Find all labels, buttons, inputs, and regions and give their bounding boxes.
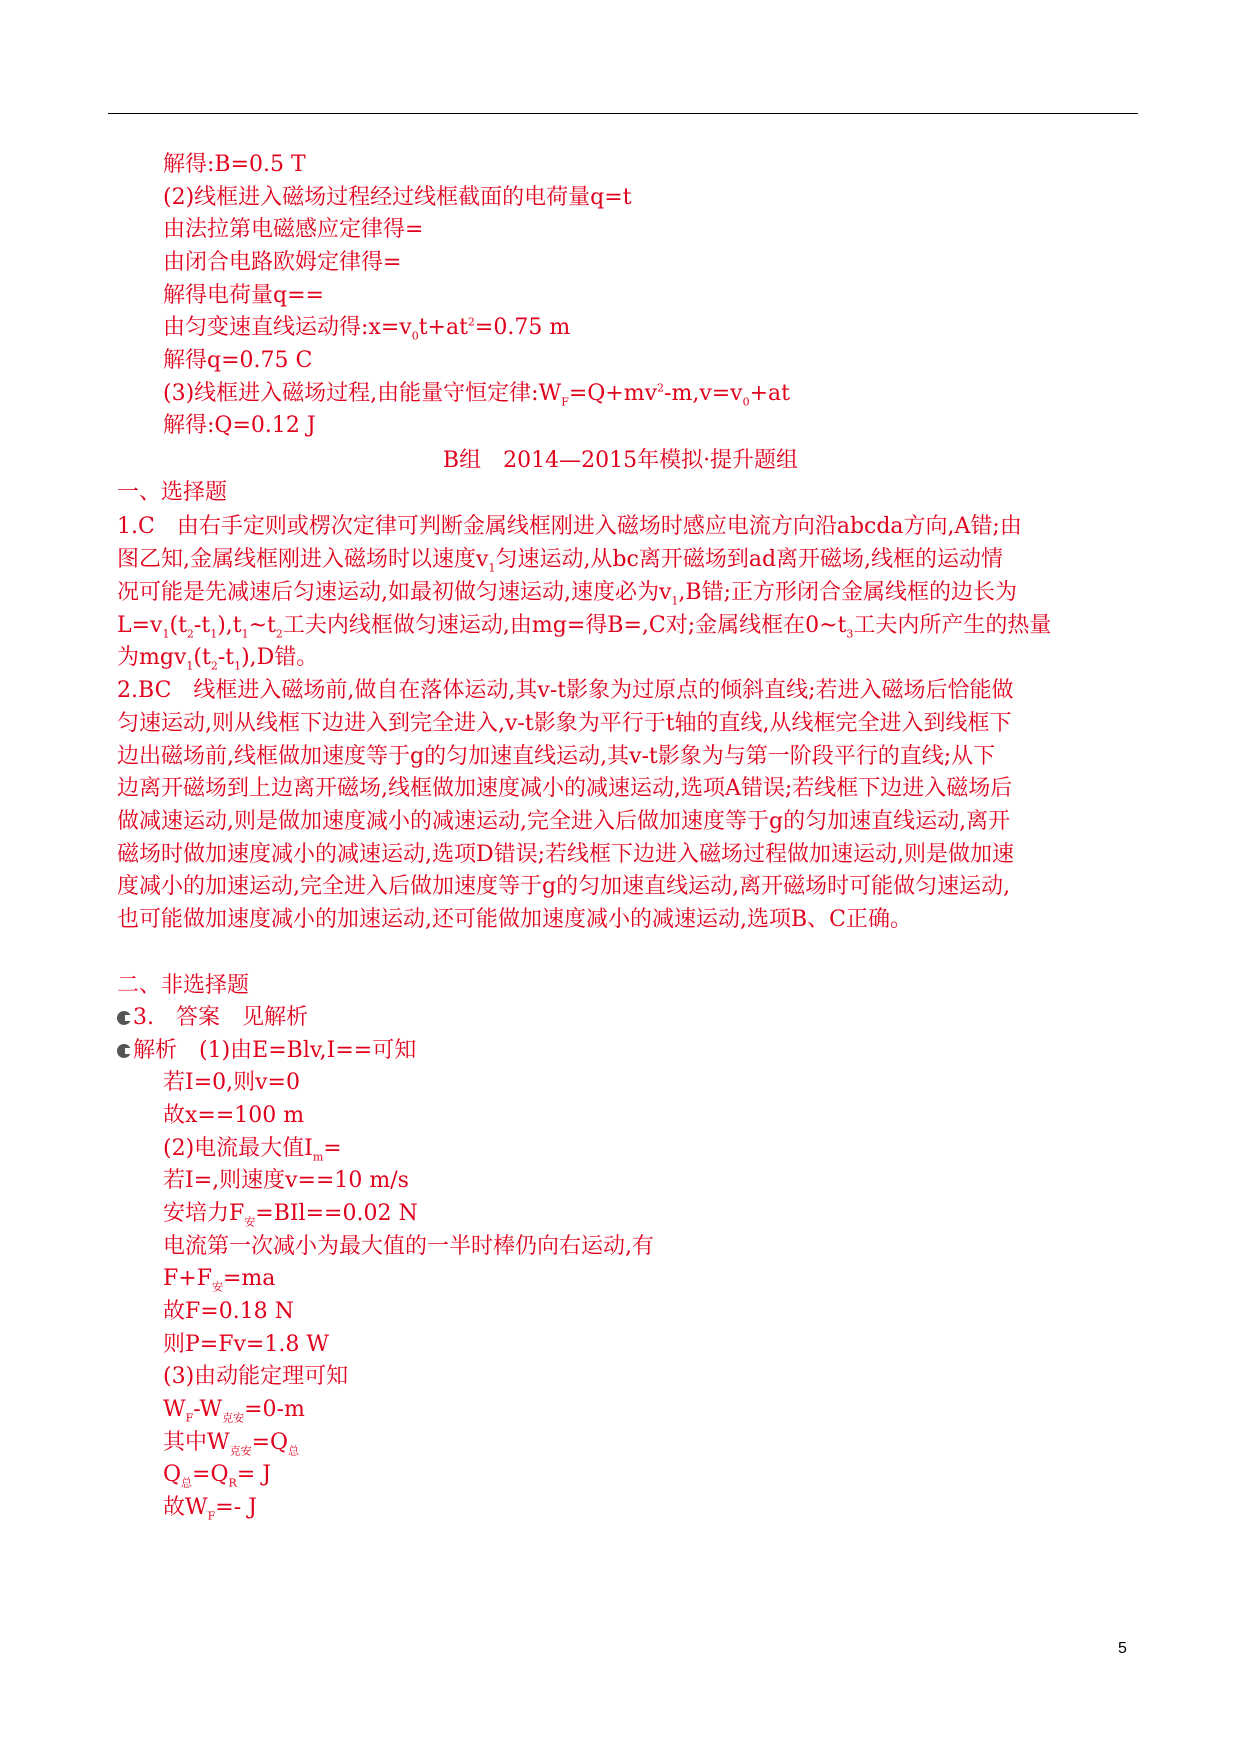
solution-line: 解得电荷量q== [163, 283, 324, 308]
q3-line: 故x==100 m [163, 1103, 305, 1128]
answer-marker-icon [117, 1011, 131, 1025]
q2-line: 做减速运动,则是做加速度减小的减速运动,完全进入后做加速度等于g的匀加速直线运动,离开 [117, 809, 1011, 834]
q3-line: 故F=0.18 N [163, 1299, 294, 1324]
page-number: 5 [1118, 1640, 1127, 1657]
solution-line: (3)线框进入磁场过程,由能量守恒定律$:W_F=Q+mv^2-m,v=v_0+at$ [163, 381, 791, 409]
q2-line: 边出磁场前,线框做加速度等于g的匀加速直线运动,其v-t影象为与第一阶段平行的直线;从下 [117, 744, 996, 769]
q3-analysis: 解析 (1)由E=Blv,I==可知 [117, 1036, 416, 1066]
q3-line: (3)由动能定理可知 [163, 1364, 349, 1389]
section-title: 一、选择题 [117, 480, 228, 505]
q3-answer: 3. 答案 见解析 [117, 1003, 308, 1033]
group-heading: B组 2014—2015年模拟·提升题组 [442, 448, 799, 473]
q1-line: 况可能是先减速后匀速运动,如最初做匀速运动,速度必为$v_1,B$错;正方形闭合金属线框的边长为 [117, 580, 1017, 608]
q2-line: 也可能做加速度减小的加速运动,还可能做加速度减小的减速运动,选项B、C正确。 [117, 907, 912, 932]
solution-line: (2)线框进入磁场过程经过线框截面的电荷量q=t [163, 185, 632, 210]
q2-line: 磁场时做加速度减小的减速运动,选项D错误;若线框下边进入磁场过程做加速运动,则是做加速 [117, 842, 1015, 867]
q1-line: 为$mgv_1(t_2-t_1),D$错。 [117, 645, 319, 673]
q1-line: $L=v_1(t_2-t_1),t_1\sim t_2$工夫内线框做匀速运动,由mg=得B=,C对;金属线框在$0\sim t_3$工夫内所产生的热量 [117, 613, 1052, 641]
q2-line: 边离开磁场到上边离开磁场,线框做加速度减小的减速运动,选项A错误;若线框下边进入磁场后 [117, 776, 1013, 801]
solution-line: 解得:Q=0.12 J [163, 413, 316, 438]
q3-line: (2)电流最大值$I_m=$ [163, 1136, 342, 1164]
q3-line: $Q_总=Q_R= J$ [163, 1462, 272, 1490]
q2-line: 2.BC 线框进入磁场前,做自在落体运动,其v-t影象为过原点的倾斜直线;若进入磁场后恰能做 [117, 678, 1014, 703]
solution-line: 由匀变速直线运动得$:x=v_0t+at^2=0.75$ m [163, 315, 571, 343]
q3-line: 若I=,则速度v==10 m/s [163, 1168, 409, 1193]
solution-line: 由闭合电路欧姆定律得= [163, 250, 402, 275]
q2-line: 度减小的加速运动,完全进入后做加速度等于g的匀加速直线运动,离开磁场时可能做匀速运动, [117, 874, 1011, 899]
q3-line: 安培力$F_安=BIl==0.02$ N [163, 1201, 418, 1229]
q3-line: $F+F_安=ma$ [163, 1266, 276, 1294]
q1-line: 1.C 由右手定则或楞次定律可判断金属线框刚进入磁场时感应电流方向沿abcda方向,A错;由 [117, 514, 1022, 539]
q3-line: 电流第一次减小为最大值的一半时棒仍向右运动,有 [163, 1234, 654, 1259]
q1-line: 图乙知,金属线框刚进入磁场时以速度$v_1$匀速运动,从bc离开磁场到ad离开磁场,线框的运动情 [117, 547, 1004, 575]
q3-line: 故$W_F=-$ J [163, 1495, 257, 1523]
solution-line: 由法拉第电磁感应定律得= [163, 217, 424, 242]
analysis-marker-icon [117, 1044, 131, 1058]
q3-line: 其中$W_{克安}=Q_总$ [163, 1430, 300, 1458]
q3-line: 若I=0,则v=0 [163, 1070, 300, 1095]
section-title: 二、非选择题 [117, 973, 250, 998]
solution-line: 解得:B=0.5 T [163, 152, 306, 177]
q3-line: 则P=Fv=1.8 W [163, 1332, 329, 1357]
q2-line: 匀速运动,则从线框下边进入到完全进入,v-t影象为平行于t轴的直线,从线框完全进入到线框下 [117, 711, 1012, 736]
solution-line: 解得q=0.75 C [163, 348, 313, 373]
header-rule [108, 113, 1138, 114]
q3-line: $W_F-W_{克安}=0-m$ [163, 1397, 305, 1425]
